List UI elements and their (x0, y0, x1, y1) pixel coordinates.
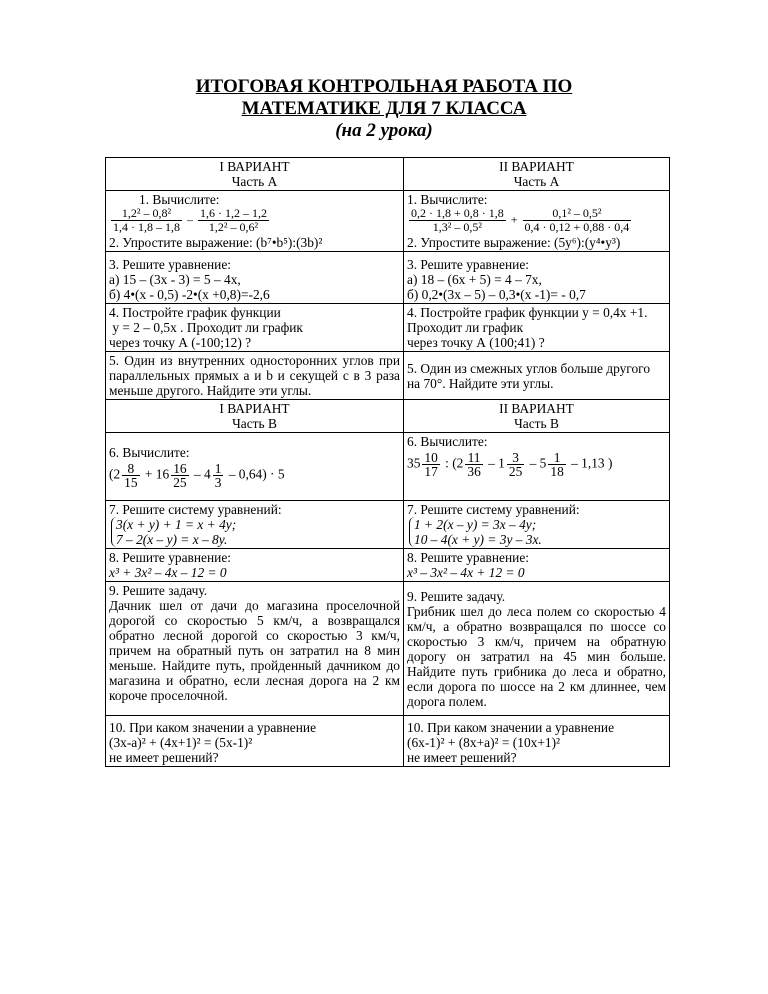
v2-task-9 (404, 582, 670, 716)
v2-variant-title-b: II ВАРИАНТ (499, 401, 574, 416)
v2-task-1-label: 1. Вычислите: (407, 192, 488, 207)
v2-task-2: 2. Упростите выражение: (5у⁶):(у⁴•у³) (407, 235, 621, 250)
v1-task-9-text: Дачник шел от дачи до магазина проселочной дорогой со скоростью 5 км/ч, а возвращался обратно лесной дорогой со скоростью 3 км/ч, причем на обратный путь он затратил на 8 мин меньше. Найдите путь, пройденный дачником до магазина и обратно, если лесная дорога на 2 км короче проселочной. (109, 598, 400, 703)
v2-t1-operator: + (510, 212, 518, 227)
v1-task-10 (106, 716, 404, 767)
v1-task-10-line-3: не имеет решений? (109, 750, 219, 765)
v2-t6-mid-2: – 1 (488, 455, 505, 471)
v2-variant-title: II ВАРИАНТ (499, 159, 574, 174)
v2-task-1-expr (407, 207, 666, 234)
v1-t1-operator: – (187, 212, 193, 227)
v1-task-3-head: 3. Решите уравнение: (109, 257, 231, 272)
v2-task-4 (404, 304, 670, 352)
v1-task-7-eq-2: 7 – 2(x – y) = x – 8y. (116, 532, 228, 547)
v2-t6-fraction-2: $\frac{11}{36}$ (467, 450, 481, 479)
v2-task-6-expr (407, 451, 666, 478)
v1-t6-pre: (2 (109, 466, 121, 482)
v1-t6-post: – 0,64) · 5 (228, 466, 285, 482)
v1-t6-fraction-1: $\frac{8}{15}$ (124, 460, 138, 490)
v1-task-9 (106, 582, 404, 716)
v2-task-3-a: а) 18 – (6х + 5) = 4 – 7х, (407, 272, 542, 287)
v1-task-6 (106, 433, 404, 501)
v2-t6-fraction-4: $\frac{1}{18}$ (550, 450, 564, 479)
v2-task-1-2 (404, 191, 670, 252)
v2-t6-fraction-1: $\frac{10}{17}$ (424, 450, 438, 479)
v2-task-3-head: 3. Решите уравнение: (407, 257, 529, 272)
v1-t6-fraction-2: $\frac{16}{25}$ (173, 460, 187, 490)
v2-task-8 (404, 549, 670, 582)
v2-task-8-head: 8. Решите уравнение: (407, 550, 529, 565)
v2-task-6 (404, 433, 670, 501)
v2-task-7 (404, 501, 670, 549)
v1-header-a (106, 158, 404, 191)
v2-task-3-b: б) 0,2•(3х – 5) – 0,3•(х -1)= - 0,7 (407, 287, 586, 302)
v1-task-3-a: а) 15 – (3х - 3) = 5 – 4х, (109, 272, 241, 287)
v2-task-7-eq-2: 10 – 4(x + y) = 3y – 3x. (414, 532, 542, 547)
v1-task-7-system (111, 517, 236, 547)
v2-task-9-text: Грибник шел до леса полем со скоростью 4 км/ч, а обратно возвращался по шоссе со скоростью 3 км/ч, причем на обратную дорогу он затратил на 45 мин больше. Найдите путь грибника до леса и обратно, если дорога по шоссе на 2 км длиннее, чем дорога полем. (407, 603, 666, 709)
v1-variant-title: I ВАРИАНТ (219, 159, 290, 174)
v2-task-4-line-1: 4. Постройте график функции у = 0,4х +1. (407, 305, 648, 320)
v1-task-9-head: 9. Решите задачу. (109, 583, 208, 598)
v1-task-4 (106, 304, 404, 352)
v2-t6-post: – 1,13 ) (571, 455, 613, 471)
v1-task-8-head: 8. Решите уравнение: (109, 550, 231, 565)
v2-t6-pre: 35 (407, 455, 421, 471)
v1-task-4-line-1: 4. Постройте график функции (109, 305, 281, 320)
v2-task-7-eq-1: 1 + 2(x – y) = 3x – 4y; (414, 517, 537, 532)
v1-task-7-eq-1: 3(x + y) + 1 = x + 4y; (116, 517, 237, 532)
v1-task-10-line-1: 10. При каком значении а уравнение (109, 720, 317, 735)
v1-task-8-eq: x³ + 3x² – 4x – 12 = 0 (109, 565, 227, 580)
title-subtitle: (на 2 урока) (335, 120, 433, 141)
v1-task-1-expr (109, 207, 400, 234)
v1-task-1-2 (106, 191, 404, 252)
v1-task-2: 2. Упростите выражение: (b⁷•b⁵):(3b)² (109, 235, 323, 250)
v2-task-5: 5. Один из смежных углов больше другого на 70°. Найдите эти углы. (404, 352, 670, 400)
v2-t1-fraction-1: $\frac{0,2 \cdot 1,8 + 0,8 \cdot 1,8}{\text{1,3² – 0,5²}}$ (411, 206, 504, 234)
v2-task-10 (404, 716, 670, 767)
v1-part-b: Часть В (232, 416, 277, 431)
v1-task-3-b: б) 4•(х - 0,5) -2•(х +0,8)=-2,6 (109, 287, 270, 302)
v1-t6-fraction-3: $\frac{1}{3}$ (214, 460, 222, 490)
v2-task-4-line-3: через точку А (100;41) ? (407, 335, 545, 350)
v2-task-7-system (409, 517, 542, 547)
v2-header-a (404, 158, 670, 191)
v2-task-7-head: 7. Решите систему уравнений: (407, 502, 580, 517)
v2-task-10-line-2: (6х-1)² + (8х+а)² = (10х+1)² (407, 735, 561, 750)
v1-task-1-label: 1. Вычислите: (139, 192, 220, 207)
v2-task-4-line-2: Проходит ли график (407, 320, 524, 335)
title-line-2: МАТЕМАТИКЕ ДЛЯ 7 КЛАССА (241, 98, 527, 119)
v1-task-10-line-2: (3х-а)² + (4х+1)² = (5х-1)² (109, 735, 253, 750)
title-line-1: ИТОГОВАЯ КОНТРОЛЬНАЯ РАБОТА ПО (195, 76, 573, 97)
v1-task-4-line-2: у = 2 – 0,5х . Проходит ли график (109, 320, 303, 335)
v1-task-7 (106, 501, 404, 549)
v1-part-a: Часть А (231, 174, 278, 189)
v2-task-3 (404, 252, 670, 304)
v2-task-8-eq: x³ – 3x² – 4x + 12 = 0 (407, 565, 525, 580)
v1-task-7-head: 7. Решите систему уравнений: (109, 502, 282, 517)
v2-part-a: Часть А (513, 174, 560, 189)
v2-task-9-head: 9. Решите задачу. (407, 588, 506, 604)
v1-task-3 (106, 252, 404, 304)
v2-task-6-label: 6. Вычислите: (407, 434, 488, 449)
v2-part-b: Часть В (514, 416, 559, 431)
v2-t6-fraction-3: $\frac{3}{25}$ (508, 450, 523, 479)
v1-t6-mid-2: – 4 (193, 466, 211, 482)
v2-t6-mid-1: : (2 (445, 455, 464, 471)
v1-t6-mid-1: + 16 (144, 466, 170, 482)
v2-header-b (404, 400, 670, 433)
v1-task-8 (106, 549, 404, 582)
v2-t6-mid-3: – 5 (529, 455, 547, 471)
v1-task-6-label: 6. Вычислите: (109, 444, 190, 460)
v1-header-b (106, 400, 404, 433)
v1-task-6-expr (109, 462, 400, 489)
v2-task-10-line-3: не имеет решений? (407, 750, 517, 765)
v1-variant-title-b: I ВАРИАНТ (219, 401, 290, 416)
v1-t1-fraction-2: $\frac{1,6 \cdot 1,2 - 1,2}{\text{1,2² – 0,6²}}$ (200, 206, 267, 234)
v1-t1-fraction-1: $\frac{\text{1,2² – 0,8²}}{1,4 \cdot 1,8 - 1,8}$ (113, 206, 180, 234)
v1-task-4-line-3: через точку А (-100;12) ? (109, 335, 252, 350)
v1-task-5: 5. Один из внутренних односторонних углов при параллельных прямых а и b и секущей с в 3 раза меньше другого. Найдите эти углы. (106, 352, 404, 400)
v2-t1-fraction-2: $\frac{\text{0,1² – 0,5²}}{0,4 \cdot 0,12 + 0,88 \cdot 0,4}$ (524, 206, 630, 234)
test-table (105, 157, 670, 767)
v2-task-10-line-1: 10. При каком значении а уравнение (407, 720, 615, 735)
